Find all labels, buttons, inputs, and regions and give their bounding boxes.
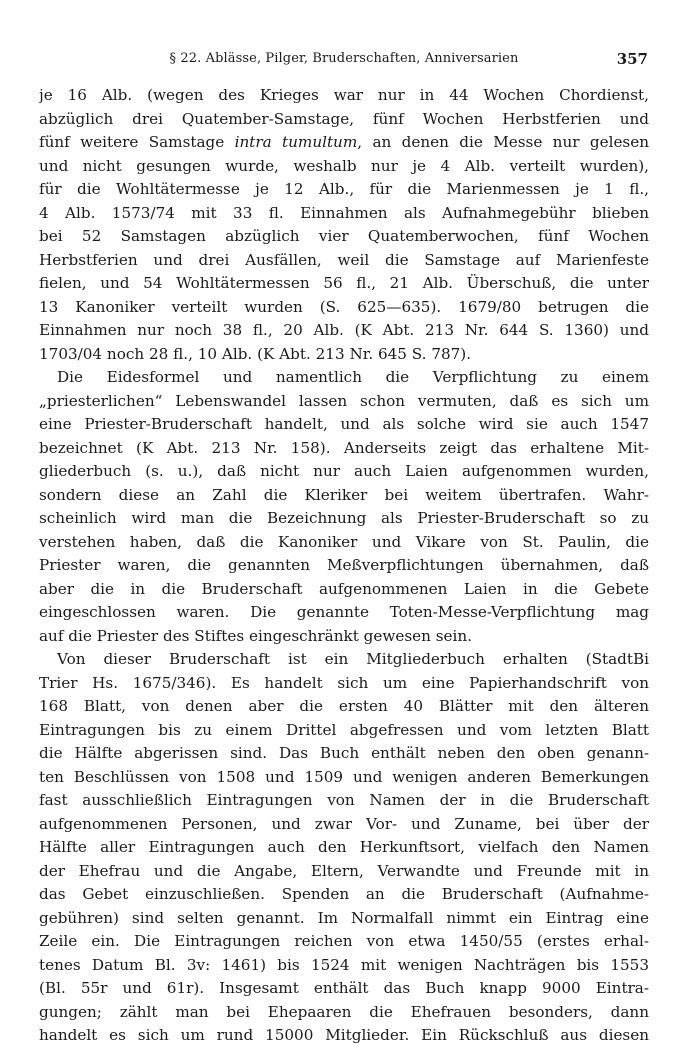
text-line: eingeschlossen waren. Die genannte Toten-Messe-Verpflichtung mag [39,603,649,621]
text-line: 1703/04 noch 28 fl., 10 Alb. (K Abt. 213 Nr. 645 S. 787). [39,344,472,363]
text-line: bei 52 Samstagen abzüglich vier Quatemberwochen, fünf Wochen [39,227,649,245]
text-line: der Ehefrau und die Angabe, Eltern, Verwandte und Freunde mit in [39,861,649,880]
text-line: tenes Datum Bl. 3v: 1461) bis 1524 mit wenigen Nachträgen bis 1553 [39,955,649,974]
italic-phrase: intra tumultum [234,133,358,151]
text-line: fast ausschließlich Eintragungen von Namen der in die Bruderschaft [39,791,649,809]
text-line: 4 Alb. 1573/74 mit 33 fl. Einnahmen als Aufnahmegebühr blieben [39,203,649,222]
page-header [40,50,648,74]
text-line: Von dieser Bruderschaft ist ein Mitgliederbuch erhalten (StadtBi [57,650,649,668]
text-line: scheinlich wird man die Bezeichnung als Priester-Bruderschaft so zu [39,509,649,527]
text-line: gebühren) sind selten genannt. Im Normalfall nimmt ein Eintrag eine [39,908,649,927]
text-line: „priesterlichen“ Lebenswandel lassen schon vermuten, daß es sich um [39,391,649,410]
text-line: aber die in die Bruderschaft aufgenommenen Laien in die Gebete [39,579,649,598]
text-line: gliederbuch (s. u.), daß nicht nur auch Laien aufgenommen wurden, [39,462,649,480]
text-line: Hälfte aller Eintragungen auch den Herkunftsort, vielfach den Namen [39,838,649,856]
text-line: (Bl. 55r und 61r). Insgesamt enthält das Buch knapp 9000 Eintra- [39,979,649,997]
running-title: § 22. Ablässe, Pilger, Bruderschaften, Anniversarien [169,51,519,66]
text-line: Einnahmen nur noch 38 fl., 20 Alb. (K Abt. 213 Nr. 644 S. 1360) und [39,321,649,339]
text-line: abzüglich drei Quatember-Samstage, fünf Wochen Herbstferien und [39,109,649,128]
text-line: Zeile ein. Die Eintragungen reichen von etwa 1450/55 (erstes erhal- [39,932,649,950]
text-line: handelt es sich um rund 15000 Mitglieder. Ein Rückschluß aus diesen [39,1026,649,1044]
text-line: 13 Kanoniker verteilt wurden (S. 625—635). 1679/80 betrugen die [39,297,649,316]
text-line [39,131,649,155]
text-line: die Hälfte abgerissen sind. Das Buch enthält neben den oben genann- [39,744,649,762]
text-line: auf die Priester des Stiftes eingeschränkt gewesen sein. [39,626,472,645]
text-line: eine Priester-Bruderschaft handelt, und als solche wird sie auch 1547 [39,415,649,433]
text-line: je 16 Alb. (wegen des Krieges war nur in 44 Wochen Chordienst, [39,86,649,104]
text-segment: fünf weitere Samstage [39,133,235,151]
text-line: gungen; zählt man bei Ehepaaren die Ehefrauen besonders, dann [39,1002,649,1021]
text-line: verstehen haben, daß die Kanoniker und Vikare von St. Paulin, die [39,532,649,551]
text-line: bezeichnet (K Abt. 213 Nr. 158). Anderseits zeigt das erhaltene Mit- [39,438,649,457]
text-line: sondern diese an Zahl die Kleriker bei weitem übertrafen. Wahr- [39,485,649,504]
text-line: Die Eidesformel und namentlich die Verpflichtung zu einem [57,368,649,386]
page-number: 357 [616,50,648,68]
text-line: Trier Hs. 1675/346). Es handelt sich um eine Papierhandschrift von [39,673,649,692]
text-line: Eintragungen bis zu einem Drittel abgefressen und vom letzten Blatt [39,720,649,739]
text-line: ten Beschlüssen von 1508 und 1509 und wenigen anderen Bemerkungen [39,767,649,786]
text-line: 168 Blatt, von denen aber die ersten 40 Blätter mit den älteren [39,697,649,715]
text-line: aufgenommenen Personen, und zwar Vor- und Zuname, bei über der [39,814,649,833]
body-text [39,84,649,1048]
text-line: das Gebet einzuschließen. Spenden an die Bruderschaft (Aufnahme- [39,885,649,903]
text-line: Herbstferien und drei Ausfällen, weil die Samstage auf Marienfeste [39,250,649,269]
text-line: Priester waren, die genannten Meßverpflichtungen übernahmen, daß [39,556,649,574]
text-line: fielen, und 54 Wohltätermessen 56 fl., 21 Alb. Überschuß, die unter [39,274,649,292]
text-line: für die Wohltätermesse je 12 Alb., für die Marienmessen je 1 fl., [39,180,649,198]
text-segment: , an denen die Messe nur gelesen [357,133,649,151]
text-line: und nicht gesungen wurde, weshalb nur je 4 Alb. verteilt wurden), [39,156,649,175]
